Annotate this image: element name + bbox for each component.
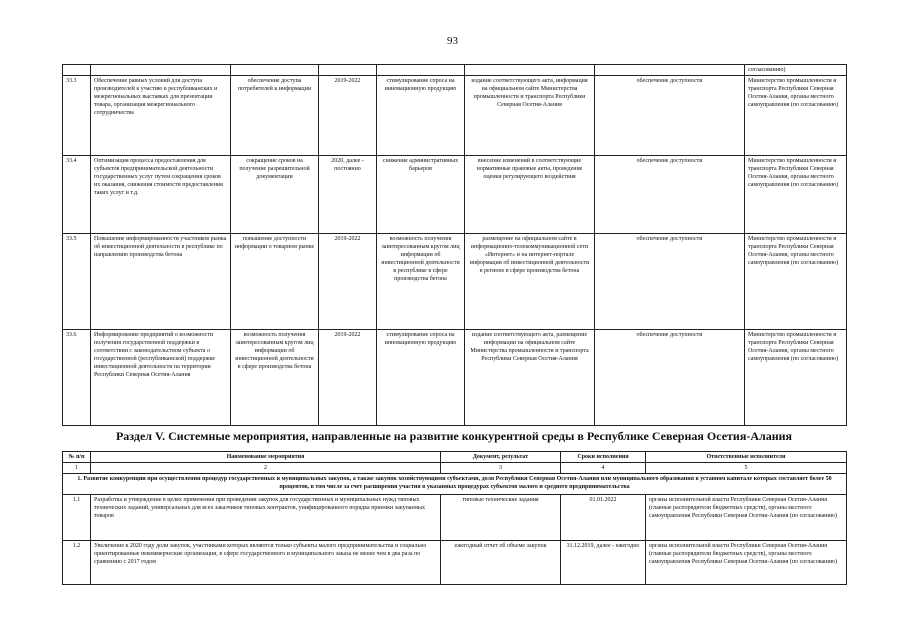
document-cell: ежегодный отчет об объеме закупок <box>441 541 561 585</box>
column-number: 5 <box>646 463 847 474</box>
measure-cell: Увеличение к 2020 году доли закупок, участниками которых являются только субъекты малого предпринимательства и социально ориентированные некоммерческие организации, в сфере государственного и муниципального заказа не менее чем в два раза по сравнению с 2017 годом <box>91 541 441 585</box>
executor-cell: Министерство промышленности и транспорта Республики Северная Осетия-Алания, органы местного самоуправления (по согласованию) <box>745 76 847 156</box>
table-row <box>63 234 847 330</box>
document-cell: издание соответствующего акта, размещение информации на официальном сайте Министерства промышленности и транспорта Республики Северная Осетия-Алания <box>465 330 595 426</box>
term-cell: 01.01.2022 <box>561 495 646 541</box>
measure-cell: Информирование предприятий о возможности получения государственной поддержки в соответствии с законодательством субъекта о государственной (республиканской) поддержке инвестиционной деятельности на территории Республики Северная Осетия-Алания <box>91 330 231 426</box>
executor-cell: Министерство промышленности и транспорта Республики Северная Осетия-Алания, органы местного самоуправления (по согласованию) <box>745 156 847 234</box>
document-cell: издание соответствующего акта, информация на официальном сайте Министерства промышленности и транспорта Республики Северная Осетия-Алания <box>465 76 595 156</box>
header-document: Документ, результат <box>441 452 561 463</box>
column-numbers-row <box>63 463 847 474</box>
indicator-cell: возможность получения заинтересованным кругом лиц информации об инвестиционной деятельности в республике в сфере производства бетона <box>377 234 465 330</box>
continuation-row <box>63 65 847 76</box>
header-num: № п/п <box>63 452 91 463</box>
table-row <box>63 76 847 156</box>
target-cell: обеспечение доступности <box>595 234 745 330</box>
measures-table-continued <box>62 64 847 426</box>
system-measures-table <box>62 451 847 585</box>
document-cell: типовые технические задания <box>441 495 561 541</box>
executor-cell: Министерство промышленности и транспорта Республики Северная Осетия-Алания, органы местного самоуправления (по согласованию) <box>745 330 847 426</box>
table-row <box>63 330 847 426</box>
section-title: Раздел V. Системные мероприятия, направленные на развитие конкурентной среды в Республике Северная Осетия-Алания <box>115 429 793 443</box>
table-row <box>63 495 847 541</box>
indicator-cell: стимулирование спроса на инновационную продукцию <box>377 330 465 426</box>
term-cell: 2019-2022 <box>319 330 377 426</box>
term-cell: 31.12.2019, далее - ежегодно <box>561 541 646 585</box>
column-number: 2 <box>91 463 441 474</box>
result-cell: возможность получения заинтересованным кругом лиц информации об инвестиционной деятельности в сфере производства бетона <box>231 330 319 426</box>
header-row <box>63 452 847 463</box>
target-cell: обеспечение доступности <box>595 156 745 234</box>
target-cell: обеспечение доступности <box>595 76 745 156</box>
header-name: Наименование мероприятия <box>91 452 441 463</box>
header-executors: Ответственные исполнители <box>646 452 847 463</box>
document-cell: размещение на официальном сайте в информационно-телекоммуникационной сети «Интернет» и на интернет-портале информации об инвестиционной деятельности в регионе в сфере производства бетона <box>465 234 595 330</box>
result-cell: повышение доступности информации о товарном рынке <box>231 234 319 330</box>
measure-cell: Оптимизация процесса предоставления для субъектов предпринимательской деятельности государственных услуг путем сокращения сроков их оказания, снижения стоимости предоставления таких услуг и т.д. <box>91 156 231 234</box>
table-row <box>63 541 847 585</box>
measure-cell: Повышение информированности участников рынка об инвестиционной деятельности в республике по направлению производства бетона <box>91 234 231 330</box>
row-number: 33.6 <box>63 330 91 426</box>
header-term: Сроки исполнения <box>561 452 646 463</box>
page-number: 93 <box>447 35 458 47</box>
executor-cell: органы исполнительной власти Республики Северная Осетия-Алания (главные распорядители бюджетных средств), органы местного самоуправления Республики Северная Осетия-Алания (по согласованию) <box>646 541 847 585</box>
term-cell: 2020, далее - постоянно <box>319 156 377 234</box>
measure-cell: Разработка и утверждение в целях применения при проведении закупок для государственных и муниципальных нужд типовых технических заданий, универсальных для всех заказчиков типовых контрактов, унифицированного порядка приемки закупаемых товаров <box>91 495 441 541</box>
column-number: 3 <box>441 463 561 474</box>
executor-cell: органы исполнительной власти Республики Северная Осетия-Алания (главные распорядители бюджетных средств), органы местного самоуправления Республики Северная Осетия-Алания (по согласованию) <box>646 495 847 541</box>
row-number: 33.5 <box>63 234 91 330</box>
column-number: 4 <box>561 463 646 474</box>
result-cell: обеспечение доступа потребителей к информации <box>231 76 319 156</box>
indicator-cell: снижение административных барьеров <box>377 156 465 234</box>
continuation-text: согласованию) <box>745 65 847 76</box>
row-number: 33.4 <box>63 156 91 234</box>
target-cell: обеспечение доступности <box>595 330 745 426</box>
term-cell: 2019-2022 <box>319 234 377 330</box>
row-number: 1.1 <box>63 495 91 541</box>
indicator-cell: стимулирование спроса на инновационную продукцию <box>377 76 465 156</box>
document-cell: внесение изменений в соответствующие нормативные правовые акты, проведение оценки регулирующего воздействия <box>465 156 595 234</box>
executor-cell: Министерство промышленности и транспорта Республики Северная Осетия-Алания, органы местного самоуправления (по согласованию) <box>745 234 847 330</box>
row-number: 1.2 <box>63 541 91 585</box>
row-number: 33.3 <box>63 76 91 156</box>
column-number: 1 <box>63 463 91 474</box>
group-title: 1. Развитие конкуренции при осуществлении процедур государственных и муниципальных закупок, а также закупок хозяйствующими субъектами, доля Республики Северная Осетия-Алания или муниципального образования в уставном капитале которых составляет более 50 процентов, в том числе за счет расширения участия в указанных процедурах субъектов малого и среднего предпринимательства <box>63 474 847 495</box>
result-cell: сокращение сроков на получение разрешительной документации <box>231 156 319 234</box>
term-cell: 2019-2022 <box>319 76 377 156</box>
measure-cell: Обеспечение равных условий для доступа производителей к участию в республиканских и межрегиональных выставках для презентации товара, организация межрегионального сотрудничества <box>91 76 231 156</box>
group-row <box>63 474 847 495</box>
table-row <box>63 156 847 234</box>
